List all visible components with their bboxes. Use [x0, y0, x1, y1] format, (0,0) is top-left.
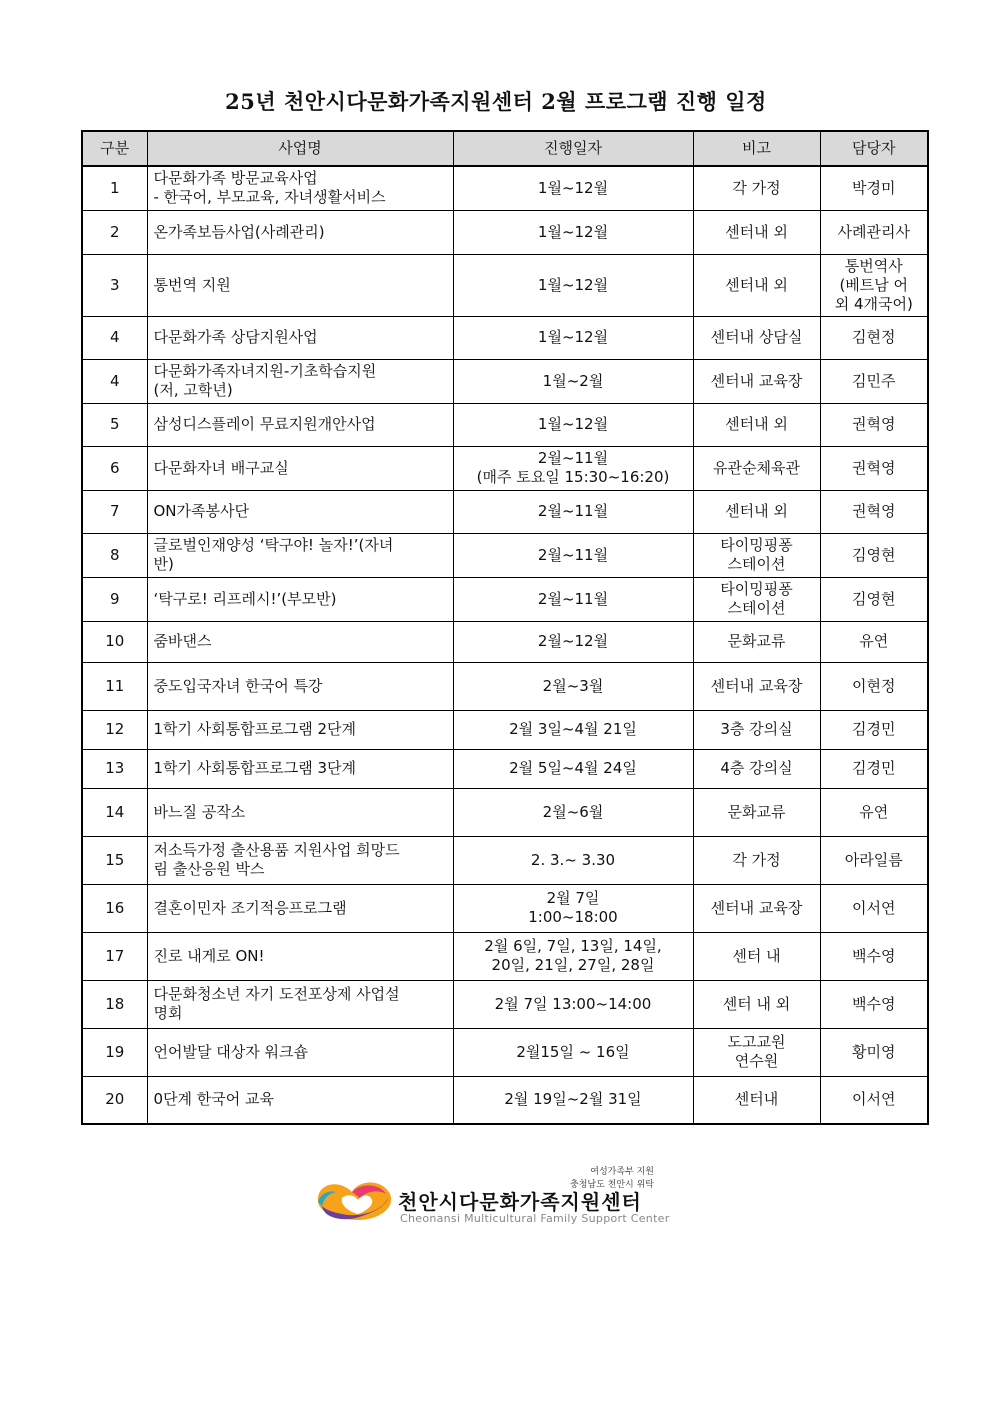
program-date: 2월 5일~4월 24일: [453, 749, 693, 788]
program-manager: 박경미: [820, 166, 928, 210]
program-note: 센터내 교육장: [693, 359, 820, 403]
table-row: [82, 1076, 928, 1124]
program-note: 센터내: [693, 1076, 820, 1124]
program-name: 0단계 한국어 교육: [147, 1076, 453, 1124]
program-date: 1월~12월: [453, 254, 693, 316]
row-number: 12: [82, 710, 147, 749]
program-date: 2월 3일~4월 21일: [453, 710, 693, 749]
program-date: 1월~12월: [453, 210, 693, 254]
table-body: [82, 166, 928, 1124]
table-row: [82, 836, 928, 884]
program-manager: 유연: [820, 621, 928, 662]
table-row: [82, 446, 928, 490]
row-number: 11: [82, 662, 147, 710]
program-manager: 이현정: [820, 662, 928, 710]
row-number: 5: [82, 403, 147, 446]
program-date: 1월~12월: [453, 403, 693, 446]
program-name: 통번역 지원: [147, 254, 453, 316]
document-title: 25년 천안시다문화가족지원센터 2월 프로그램 진행 일정: [225, 89, 767, 114]
table-row: [82, 980, 928, 1028]
table-row: [82, 359, 928, 403]
program-manager: 김영현: [820, 577, 928, 621]
table-row: [82, 710, 928, 749]
program-manager: 김현정: [820, 316, 928, 359]
header-program-name: 사업명: [147, 131, 453, 166]
program-date: 1월~12월: [453, 166, 693, 210]
schedule-table: [81, 130, 929, 1125]
table-row: [82, 210, 928, 254]
row-number: 14: [82, 788, 147, 836]
program-note: 센터내 상담실: [693, 316, 820, 359]
program-name: 1학기 사회통합프로그램 3단계: [147, 749, 453, 788]
program-manager: 김민주: [820, 359, 928, 403]
program-note: 3층 강의실: [693, 710, 820, 749]
row-number: 19: [82, 1028, 147, 1076]
row-number: 13: [82, 749, 147, 788]
program-note: 센터 내 외: [693, 980, 820, 1028]
program-name: ON가족봉사단: [147, 490, 453, 533]
program-date: 2. 3.~ 3.30: [453, 836, 693, 884]
program-manager: 백수영: [820, 980, 928, 1028]
table-row: [82, 662, 928, 710]
program-name: 글로벌인재양성 ‘탁구야! 놀자!’(자녀 반): [147, 533, 453, 577]
table-row: [82, 403, 928, 446]
header-date: 진행일자: [453, 131, 693, 166]
program-note: 각 가정: [693, 166, 820, 210]
program-name: 온가족보듬사업(사례관리): [147, 210, 453, 254]
row-number: 6: [82, 446, 147, 490]
table-row: [82, 884, 928, 932]
row-number: 4: [82, 359, 147, 403]
row-number: 2: [82, 210, 147, 254]
program-manager: 사례관리사: [820, 210, 928, 254]
program-manager: 유연: [820, 788, 928, 836]
program-name: 결혼이민자 조기적응프로그램: [147, 884, 453, 932]
row-number: 7: [82, 490, 147, 533]
program-note: 센터내 교육장: [693, 884, 820, 932]
program-manager: 권혁영: [820, 446, 928, 490]
row-number: 4: [82, 316, 147, 359]
program-date: 2월15일 ~ 16일: [453, 1028, 693, 1076]
program-manager: 김경민: [820, 710, 928, 749]
program-date: 2월 6일, 7일, 13일, 14일, 20일, 21일, 27일, 28일: [453, 932, 693, 980]
program-note: 센터내 외: [693, 490, 820, 533]
center-logo: [312, 1160, 672, 1226]
program-date: 2월~3월: [453, 662, 693, 710]
program-manager: 김영현: [820, 533, 928, 577]
logo-center-name: 천안시다문화가족지원센터: [398, 1190, 642, 1214]
program-name: 다문화가족 방문교육사업 - 한국어, 부모교육, 자녀생활서비스: [147, 166, 453, 210]
table-row: [82, 316, 928, 359]
program-date: 1월~2월: [453, 359, 693, 403]
table-header-row: [82, 131, 928, 166]
row-number: 10: [82, 621, 147, 662]
table-row: [82, 932, 928, 980]
program-name: 바느질 공작소: [147, 788, 453, 836]
program-note: 센터내 외: [693, 403, 820, 446]
program-note: 유관순체육관: [693, 446, 820, 490]
program-name: 언어발달 대상자 워크숍: [147, 1028, 453, 1076]
table-row: [82, 621, 928, 662]
table-row: [82, 577, 928, 621]
program-manager: 권혁영: [820, 403, 928, 446]
program-note: 4층 강의실: [693, 749, 820, 788]
heart-logo-icon: [312, 1172, 394, 1224]
program-name: ‘탁구로! 리프레시!’(부모반): [147, 577, 453, 621]
program-date: 2월~11월: [453, 490, 693, 533]
program-manager: 권혁영: [820, 490, 928, 533]
program-manager: 김경민: [820, 749, 928, 788]
program-note: 센터내 외: [693, 254, 820, 316]
program-note: 도고교원 연수원: [693, 1028, 820, 1076]
program-note: 각 가정: [693, 836, 820, 884]
program-date: 2월~12월: [453, 621, 693, 662]
program-manager: 이서연: [820, 1076, 928, 1124]
program-note: 타이밍핑퐁 스테이션: [693, 533, 820, 577]
logo-commission-text: 충청남도 천안시 위탁: [570, 1180, 654, 1190]
program-note: 문화교류: [693, 788, 820, 836]
program-note: 타이밍핑퐁 스테이션: [693, 577, 820, 621]
row-number: 15: [82, 836, 147, 884]
program-note: 문화교류: [693, 621, 820, 662]
table-row: [82, 749, 928, 788]
program-date: 2월 19일~2월 31일: [453, 1076, 693, 1124]
table-row: [82, 166, 928, 210]
program-manager: 통번역사 (베트남 어 외 4개국어): [820, 254, 928, 316]
program-manager: 이서연: [820, 884, 928, 932]
program-note: 센터 내: [693, 932, 820, 980]
logo-english-name: Cheonansi Multicultural Family Support Center: [400, 1212, 670, 1225]
row-number: 3: [82, 254, 147, 316]
table-row: [82, 254, 928, 316]
program-date: 2월 7일 13:00~14:00: [453, 980, 693, 1028]
table-row: [82, 1028, 928, 1076]
header-manager: 담당자: [820, 131, 928, 166]
program-date: 2월~6월: [453, 788, 693, 836]
program-name: 저소득가정 출산용품 지원사업 희망드 림 출산응원 박스: [147, 836, 453, 884]
row-number: 8: [82, 533, 147, 577]
table-row: [82, 533, 928, 577]
program-manager: 황미영: [820, 1028, 928, 1076]
program-name: 중도입국자녀 한국어 특강: [147, 662, 453, 710]
header-division: 구분: [82, 131, 147, 166]
table-row: [82, 788, 928, 836]
header-note: 비고: [693, 131, 820, 166]
row-number: 9: [82, 577, 147, 621]
logo-support-text: 여성가족부 지원: [590, 1167, 654, 1177]
row-number: 20: [82, 1076, 147, 1124]
table-row: [82, 490, 928, 533]
program-name: 삼성디스플레이 무료지원개안사업: [147, 403, 453, 446]
row-number: 17: [82, 932, 147, 980]
program-name: 다문화자녀 배구교실: [147, 446, 453, 490]
program-date: 2월~11월 (매주 토요일 15:30~16:20): [453, 446, 693, 490]
program-name: 진로 내게로 ON!: [147, 932, 453, 980]
program-name: 다문화가족 상담지원사업: [147, 316, 453, 359]
program-manager: 아라일름: [820, 836, 928, 884]
program-name: 다문화가족자녀지원-기초학습지원 (저, 고학년): [147, 359, 453, 403]
row-number: 18: [82, 980, 147, 1028]
program-note: 센터내 교육장: [693, 662, 820, 710]
program-date: 2월~11월: [453, 533, 693, 577]
program-date: 2월 7일 1:00~18:00: [453, 884, 693, 932]
row-number: 1: [82, 166, 147, 210]
program-note: 센터내 외: [693, 210, 820, 254]
program-manager: 백수영: [820, 932, 928, 980]
program-name: 1학기 사회통합프로그램 2단계: [147, 710, 453, 749]
row-number: 16: [82, 884, 147, 932]
program-date: 1월~12월: [453, 316, 693, 359]
program-date: 2월~11월: [453, 577, 693, 621]
program-name: 다문화청소년 자기 도전포상제 사업설 명회: [147, 980, 453, 1028]
program-name: 줌바댄스: [147, 621, 453, 662]
